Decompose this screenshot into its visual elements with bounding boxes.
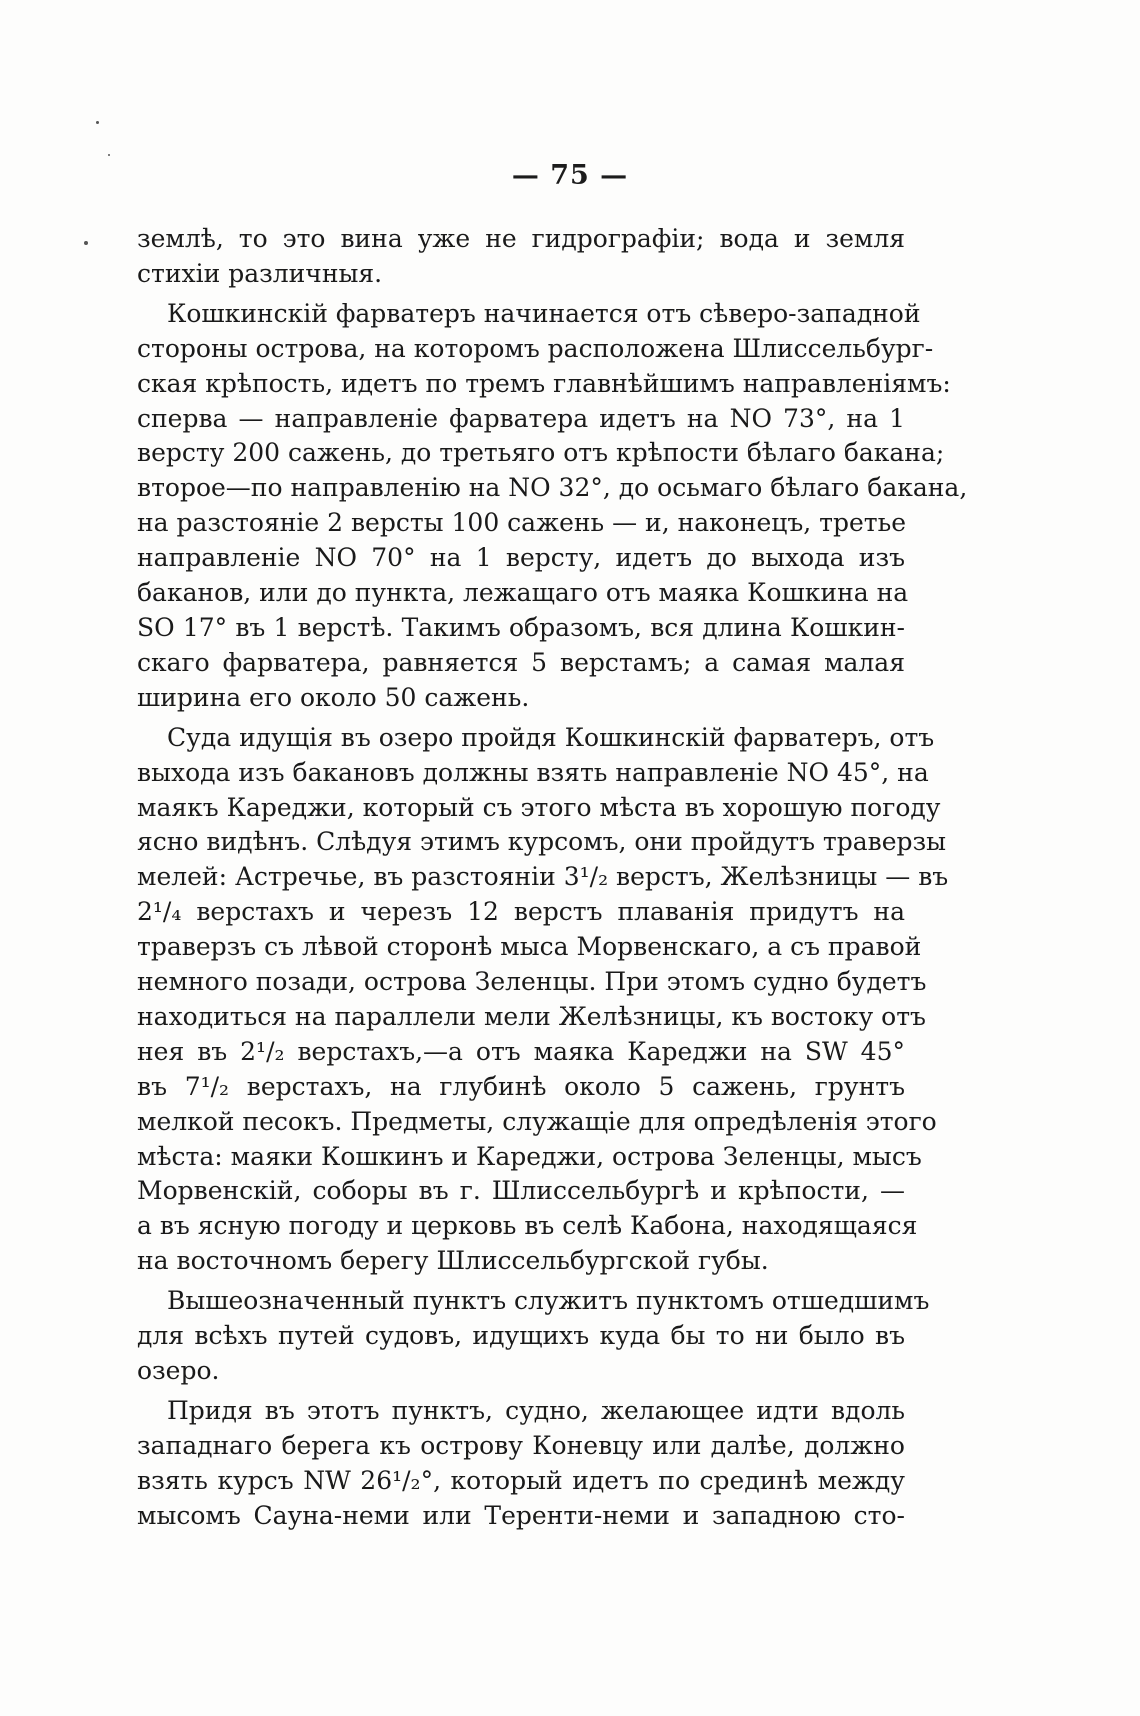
text-line: землѣ, то это вина уже не гидрографіи; вода и земля <box>137 224 905 253</box>
text-line: для всѣхъ путей судовъ, идущихъ куда бы то ни было въ <box>137 1321 905 1351</box>
text-line: скаго фарватера, равняется 5 верстамъ; а самая малая <box>137 647 905 677</box>
text-line: SO 17° въ 1 верстѣ. Такимъ образомъ, вся длина Кошкин- <box>137 612 905 642</box>
paragraph-4 <box>137 1284 930 1389</box>
text-line: мелей: Астречье, въ разстояніи 3¹/₂ верстъ, Желѣзницы — въ <box>137 862 949 892</box>
text-line: маякъ Кареджи, который съ этого мѣста въ хорошую погоду <box>137 792 941 822</box>
paragraph-5 <box>137 1394 905 1534</box>
text-line: озеро. <box>137 1356 220 1385</box>
text-line: мелкой песокъ. Предметы, служащіе для опредѣленія этого <box>137 1106 937 1136</box>
text-line: а въ ясную погоду и церковь въ селѣ Кабона, находящаяся <box>137 1211 918 1241</box>
text-line: версту 200 сажень, до третьяго отъ крѣпости бѣлаго бакана; <box>137 438 945 468</box>
text-line: траверзъ съ лѣвой сторонѣ мыса Морвенскаго, а съ правой <box>137 932 922 962</box>
text-line: ская крѣпость, идетъ по тремъ главнѣйшимъ направленіямъ: <box>137 368 951 398</box>
text-line: направленіе NO 70° на 1 версту, идетъ до выхода изъ <box>137 543 905 573</box>
text-line: 2¹/₄ верстахъ и черезъ 12 верстъ плаванія придутъ на <box>137 897 905 927</box>
ink-speck <box>108 154 110 156</box>
text-line: Суда идущія въ озеро пройдя Кошкинскій фарватеръ, отъ <box>167 722 935 752</box>
paragraph-3 <box>137 721 949 1280</box>
text-line: стороны острова, на которомъ расположена Шлиссельбург- <box>137 333 934 363</box>
paragraph-1 <box>137 222 905 292</box>
text-line: нея въ 2¹/₂ верстахъ,—а отъ маяка Кареджи на SW 45° <box>137 1036 905 1066</box>
text-line: ясно видѣнъ. Слѣдуя этимъ курсомъ, они пройдутъ траверзы <box>137 827 947 857</box>
text-line: второе—по направленію на NO 32°, до осьмаго бѣлаго бакана, <box>137 473 968 503</box>
paragraph-2 <box>137 297 968 716</box>
text-line: немного позади, острова Зеленцы. При этомъ судно будетъ <box>137 967 927 997</box>
text-line: сперва — направленіе фарватера идетъ на NO 73°, на 1 <box>137 403 905 433</box>
ink-speck <box>84 241 88 245</box>
text-line: Кошкинскій фарватеръ начинается отъ сѣверо-западной <box>167 298 921 328</box>
text-line: на разстояніе 2 версты 100 сажень — и, наконецъ, третье <box>137 508 907 538</box>
ink-speck <box>96 121 99 124</box>
text-line: Морвенскій, соборы въ г. Шлиссельбургѣ и крѣпости, — <box>137 1176 905 1206</box>
body-text <box>137 222 968 1539</box>
text-line: находиться на параллели мели Желѣзницы, къ востоку отъ <box>137 1001 926 1031</box>
text-line: Придя въ этотъ пунктъ, судно, желающее идти вдоль <box>167 1395 905 1425</box>
text-line: Вышеозначенный пунктъ служитъ пунктомъ отшедшимъ <box>167 1286 930 1316</box>
text-line: мысомъ Сауна-неми или Теренти-неми и западною сто- <box>137 1500 905 1530</box>
text-line: на восточномъ берегу Шлиссельбургской губы. <box>137 1246 769 1276</box>
text-line: стихіи различныя. <box>137 258 383 288</box>
text-line: въ 7¹/₂ верстахъ, на глубинѣ около 5 сажень, грунтъ <box>137 1071 905 1101</box>
text-line: мѣста: маяки Кошкинъ и Кареджи, острова Зеленцы, мысъ <box>137 1141 922 1171</box>
text-line: выхода изъ бакановъ должны взять направленіе NO 45°, на <box>137 757 929 787</box>
text-line: западнаго берега къ острову Коневцу или далѣе, должно <box>137 1430 905 1460</box>
text-line: взять курсъ NW 26¹/₂°, который идетъ по срединѣ между <box>137 1465 905 1495</box>
text-line: баканов, или до пункта, лежащаго отъ маяка Кошкина на <box>137 578 909 608</box>
page-number: — 75 — <box>511 160 629 191</box>
text-line: ширина его около 50 сажень. <box>137 682 530 712</box>
